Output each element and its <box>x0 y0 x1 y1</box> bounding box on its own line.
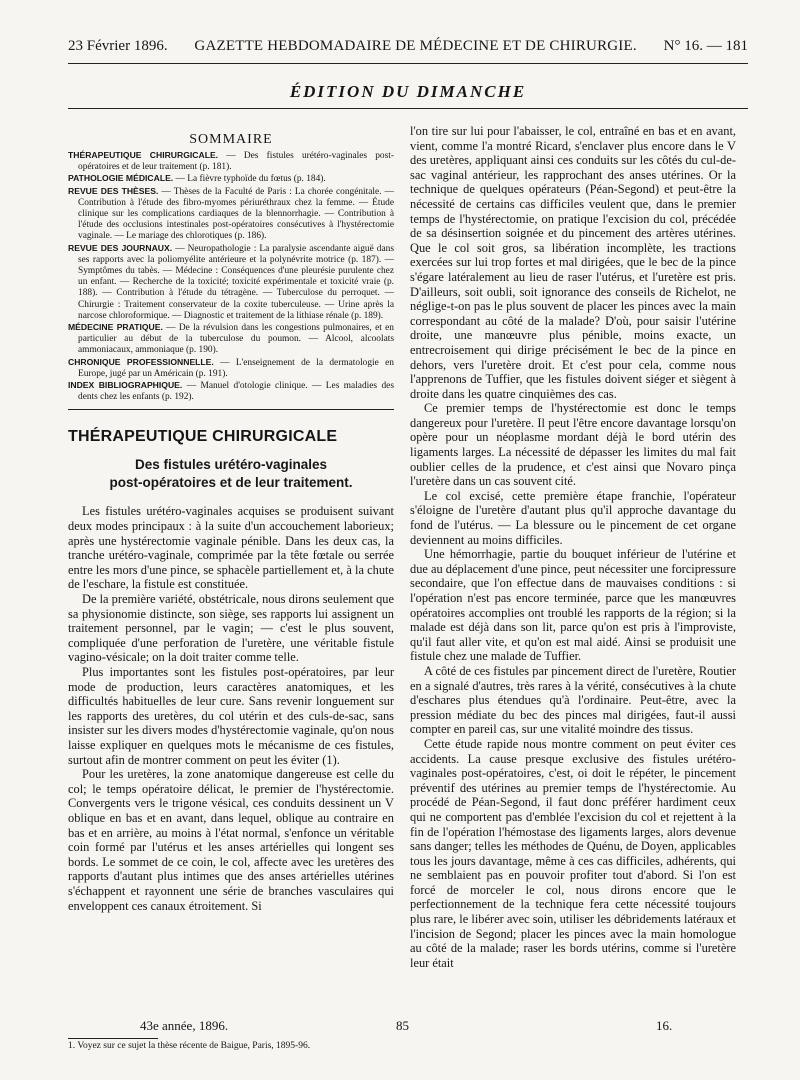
article-title-line-2: post-opératoires et de leur traitement. <box>109 475 353 491</box>
footnote-text: 1. Voyez sur ce sujet la thèse récente de Baigue, Paris, 1895-96. <box>68 1041 311 1051</box>
paragraph: A côté de ces fistules par pincement direct de l'uretère, Routier en a signalé d'autres, très rares à la vérité, consécutives à la chute d'eschares plus étendues qu'à l'ordinaire. Peut-être, avec la pression médiate du bec des pinces mal dirigées, faut-il aussi compter en pareil cas, sur une vitalité moindre des tissus. <box>410 663 736 737</box>
sommaire-text: — Thèses de la Faculté de Paris : La chorée congénitale. — Contribution à l'étude des fibro-myomes périuréthraux chez la femme. — Étude clinique sur les complications cardiaques de la blennorrhagie. — Contribution à l'étude des occlusions intestinales post-opératoires consécutives à l'hystérectomie vaginale. — Le mariage des chlorotiques (p. 186). <box>78 186 394 242</box>
sommaire-list <box>68 150 394 403</box>
sommaire-label: MÉDECINE PRATIQUE. <box>68 322 163 333</box>
paragraph: Les fistules urétéro-vaginales acquises se produisent suivant deux modes principaux : à la suite d'un accouchement laborieux; après une hystérectomie vaginale pénible. Dans les deux cas, la tranche urétéro-vaginale, comprimée par la tête fœtale ou serrée entre les mors d'une pince, se sphacèle partiellement et, à la chute de l'eschare, la fistule est constituée. <box>68 504 394 592</box>
sommaire-label: CHRONIQUE PROFESSIONNELLE. <box>68 356 214 367</box>
paragraph: Cette étude rapide nous montre comment on peut éviter ces accidents. La cause presque exclusive des fistules urétéro-vaginales post-opératoires, c'est, oi doit le répéter, le pincement préventif des utérines au premier temps de l'hystérectomie. Au procédé de Péan-Segond, il faut donc préférer hardiment ceux qui ne comportent pas d'emblée l'excision du col et rejettent à la fin de l'opération l'hémostase des ligaments larges, alors devenue sans danger; telles les méthodes de Quénu, de Doyen, applicables tous les jours davantage, même à ces cas difficiles, adhérents, qui ne semblaient pas en pouvoir profiter tout d'abord. Si l'on est forcé de morceler le col, nous dirons encore que le perfectionnement de la technique fera cette nécessité toujours plus rare, le libérer avec soin, utiliser les débridements latéraux et l'incision de Segond; placer les pinces avec la main homologue au côté de la malade; raser les bords utérins, comme si l'uretère leur était <box>410 736 736 970</box>
sommaire-label: INDEX BIBLIOGRAPHIQUE. <box>68 380 183 391</box>
sommaire-text: — Neuropathologie : La paralysie ascendante aiguë dans ses rapports avec la poliomyélite antérieure et la polynévrite motrice (p. 187). — Symptômes du tabès. — Médecine : Conséquences d'une pleurésie purulente chez un enfant. — Recherche de la toxicité; toxicité expérimentale et toxicité vraie (p. 188). — Contribution à l'étude du tétragène. — Tuberculose du perroquet. — Chirurgie : Traitement conservateur de la coxite tuberculeuse. — Urine après la narcose chloroformique. — Diagnostic et traitement de la lithiase rénale (p. 189). <box>78 243 394 321</box>
sommaire-label: THÉRAPEUTIQUE CHIRURGICALE. <box>68 150 219 160</box>
paragraph: Ce premier temps de l'hystérectomie est donc le temps dangereux pour l'uretère. Il peut l'être encore davantage lorsqu'on opère pour un néoplasme mordant déjà le bord utérin des ligaments larges. La nécessité de dépasser les limites du mal fait oublier celles de la prudence, et c'est ainsi que Novaro pinça l'uretère dans un cas souvent cité. <box>410 401 736 489</box>
left-column <box>68 132 394 913</box>
signature-mark: 16. <box>656 1018 673 1033</box>
sommaire-entry <box>68 322 394 357</box>
paragraph: De la première variété, obstétricale, nous dirons seulement que sa physionomie distincte, son siège, ses rapports lui assignent un traitement personnel, par le vagin; — c'est le plus souvent, compliquée d'une perforation de l'uretère, une véritable fistule vagino-vésicale; on la doit traiter comme telle. <box>68 592 394 665</box>
sommaire-entry <box>68 380 394 403</box>
sommaire-entry <box>68 173 394 185</box>
footnote <box>68 1038 394 1051</box>
sommaire-label: PATHOLOGIE MÉDICALE. <box>68 173 174 184</box>
section-title: THÉRAPEUTIQUE CHIRURGICALE <box>68 428 338 446</box>
journal-title: GAZETTE HEBDOMADAIRE DE MÉDECINE ET DE CHIRURGIE. <box>194 38 637 54</box>
sommaire-text: — L'enseignement de la dermatologie en Europe, jugé par un Américain (p. 191). <box>78 357 394 379</box>
header-rule <box>68 63 748 64</box>
sommaire-text: — De la révulsion dans les congestions pulmonaires, et en particulier au début de la tuberculose du poumon. — Alcool, alcoolats ammoniacaux, ammoniaque (p. 190). <box>78 323 394 356</box>
paragraph: Plus importantes sont les fistules post-opératoires, par leur mode de production, leurs caractères anatomiques, et les difficultés habituelles de leur cure. Sans revenir longuement sur les rapports des uretères, du col utérin et des culs-de-sac, sans insister sur les divers modes d'hystérectomie vaginale, qu'on nous laisse expliquer en quelques mots le mécanisme de ces fistules, surtout afin de montrer comment on peut les éviter (1). <box>68 665 394 767</box>
edition-banner: ÉDITION DU DIMANCHE <box>289 82 527 101</box>
article-title <box>68 456 394 492</box>
edition-rule <box>68 108 748 109</box>
sommaire-entry <box>68 150 394 173</box>
page-number: 85 <box>396 1018 409 1033</box>
right-column <box>410 124 736 970</box>
page-header <box>68 38 748 60</box>
footnote-rule <box>68 1038 158 1039</box>
paragraph: Une hémorrhagie, partie du bouquet inférieur de l'utérine et due au déplacement d'une pince, peut nécessiter une forcipressure secondaire, que l'on effectue dans de mauvaises conditions : si l'opération n'est pas encore terminée, parce que les manœuvres opératoires accomplies ont troublé les rapports de la région; si la malade est déjà dans son lit, parce qu'on est pris à l'improviste, qu'il faut aller vite, et qu'on est mal aidé. Ainsi se produisit une fistule chez une malade de Tuffier. <box>410 547 736 664</box>
sommaire-entry <box>68 357 394 380</box>
right-body <box>410 124 736 970</box>
sommaire-title: SOMMAIRE <box>189 132 273 147</box>
paragraph: l'on tire sur lui pour l'abaisser, le col, entraîné en bas et en avant, vient, comme l'a montré Ricard, s'enclaver plus encore dans le V des uretères, appliquant ainsi ces conduits sur les côtés du cul-de-sac vaginal antérieur, les rapprochant des anses utérines. Or la technique de quelques opérateurs (Péan-Segond) et peut-être la nécessité de certains cas difficiles veulent que, dans le premier temps de l'hystérectomie, on pratique l'excision du col, précédée de sa désinsertion soignée et du pincement des artères utérines. Que le col soit gros, sa libération incomplète, les tractions exercées sur lui trop fortes et mal dirigées, que le bec de la pince s'égare latéralement au lieu de raser l'utérus, et l'uretère est pris. D'ailleurs, soit oubli, soit ignorance des conseils de Richelot, ne néglige-t-on pas le plus souvent de placer les pinces avec la main correspondant au côté de la malade? D'où, pour saisir l'utérine droite, une manœuvre plus pénible, moins exacte, un entrecroisement qui dirige précisément le bec de la pince en dehors, vers l'uretère droit. Et c'est pour cela, comme nous l'apprenons de Tuffier, que les fistules doivent siéger et siègent à droite dans les quatre cinquièmes des cas. <box>410 124 736 401</box>
sommaire-text: — Des fistules urétéro-vaginales post-opératoires et de leur traitement (p. 181). <box>78 151 394 173</box>
footer-year: 43e année, 1896. <box>140 1018 229 1033</box>
paragraph: Le col excisé, cette première étape franchie, l'opérateur s'éloigne de l'uretère d'autant plus qu'il approche davantage du fond de l'utérus. — La blessure ou le pincement de cet organe deviennent au moins difficiles. <box>410 488 736 547</box>
sommaire-entry <box>68 186 394 243</box>
sommaire-entry <box>68 243 394 322</box>
page <box>68 38 748 1068</box>
sommaire-label: REVUE DES THÈSES. <box>68 185 159 196</box>
article-title-line-1: Des fistules urétéro-vaginales <box>134 457 328 473</box>
sommaire-rule <box>68 409 394 410</box>
sommaire-text: — La fièvre typhoïde du fœtus (p. 184). <box>173 174 326 185</box>
article-columns <box>68 124 748 1051</box>
header-date: 23 Février 1896. <box>68 38 168 54</box>
left-body <box>68 504 394 913</box>
sommaire-text: — Manuel d'otologie clinique. — Les maladies des dents chez les enfants (p. 192). <box>78 381 394 403</box>
issue-number: N° 16. — 181 <box>663 38 748 54</box>
paragraph: Pour les uretères, la zone anatomique dangereuse est celle du col; le temps opératoire délicat, le premier de l'hystérectomie. Convergents vers le trigone vésical, ces conduits dessinent un V oblique en bas et en avant, dans lequel, oblique au contraire en bas et en arrière, au moins à l'état normal, s'enfonce un véritable coin formé par l'utérus et les anses artérielles qui longent ses bords. Le sommet de ce coin, le col, affecte avec les uretères des rapports d'autant plus intimes que des anses artérielles utérines s'échappent et rayonnent une série de branches vasculaires qui enveloppent ces canaux étroitement. Si <box>68 767 394 913</box>
sommaire-label: REVUE DES JOURNAUX. <box>68 242 173 253</box>
